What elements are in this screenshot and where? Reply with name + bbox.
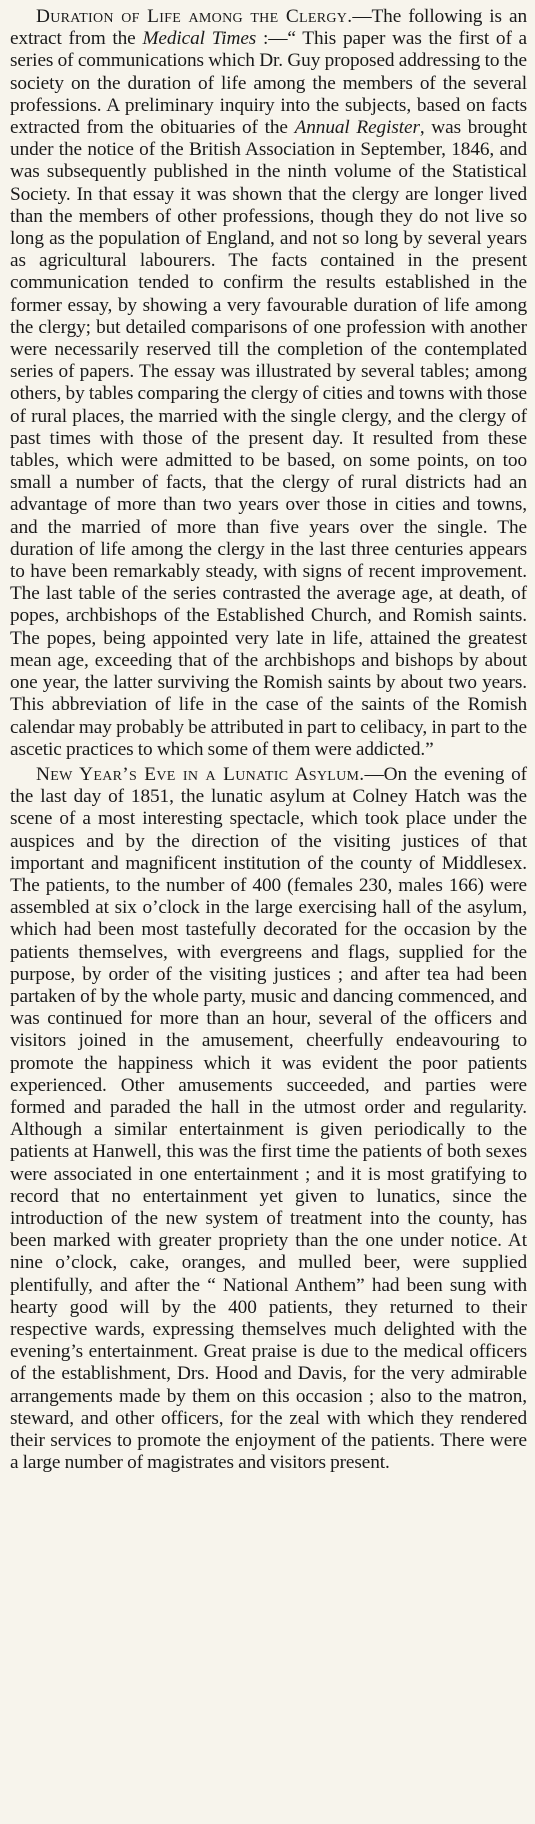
article-clergy-register: Annual Register xyxy=(294,117,420,139)
article-clergy-text xyxy=(10,6,527,761)
article-clergy-heading: Duration of Life among the Clergy. xyxy=(36,6,353,27)
article-asylum-text xyxy=(10,764,527,1475)
article-clergy-body-2: :—“ This paper was the first of a series of communications which Dr. Guy proposed addressing to the society on the duration of life among the members of the several professions. A preliminary inquiry into the subjects, based on facts extracted from the obituaries of the xyxy=(10,28,528,139)
article-asylum xyxy=(10,764,527,1475)
article-clergy-body-1: —The following is an extract from the xyxy=(10,6,527,50)
article-clergy xyxy=(10,6,527,761)
article-clergy-source: Medical Times xyxy=(142,28,257,50)
article-clergy-body-3: , was brought under the notice of the British Association in September, 1846, and was subsequently published in the ninth volume of the Statistical Society. In that essay it was shown that the clergy are longer lived than the members of other professions, though they do not live so long as the population of England, and not so long by several years as agricultural labourers. The facts contained in the present communication tended to confirm the results established in the former essay, by showing a very favourable duration of life among the clergy; but detailed comparisons of one profession with another were necessarily reserved till the completion of the contemplated series of papers. The essay was illustrated by several tables; among others, by tables comparing the clergy of cities and towns with those of rural places, the married with the single clergy, and the clergy of past times with those of the present day. It resulted from these tables, which were admitted to be based, on some points, on too small a number of facts, that the clergy of rural districts had an advantage of more than two years over those in cities and towns, and the married of more than five years over the single. The duration of life among the clergy in the last three centuries appears to have been remarkably steady, with signs of recent improvement. The last table of the series contrasted the average age, at death, of popes, archbishops of the Established Church, and Romish saints. The popes, being appointed very late in life, attained the greatest mean age, exceeding that of the archbishops and bishops by about one year, the latter surviving the Romish saints by about two years. This abbreviation of life in the case of the saints of the Romish calendar may probably be attributed in part to celibacy, in part to the ascetic practices to which some of them were addicted.” xyxy=(10,117,527,760)
article-asylum-heading: New Year’s Eve in a Lunatic Asylum. xyxy=(36,763,365,785)
article-asylum-body: —On the evening of the last day of 1851, the lunatic asylum at Colney Hatch was the scene of a most interesting spectacle, which took place under the auspices and by the direction of the visiting justices of that important and magnificent institution of the county of Middlesex. The patients, to the number of 400 (females 230, males 166) were assembled at six o’clock in the large exercising hall of the asylum, which had been most tastefully decorated for the occasion by the patients themselves, with evergreens and flags, supplied for the purpose, by order of the visiting justices ; and after tea had been partaken of by the whole party, music and dancing commenced, and was continued for more than an hour, several of the officers and visitors joined in the amusement, cheerfully endeavouring to promote the happiness which it was evident the poor patients experienced. Other amusements succeeded, and parties were formed and paraded the hall in the utmost order and regularity. Although a similar entertainment is given periodically to the patients at Hanwell, this was the first time the patients of both sexes were associated in one entertainment ; and it is most gratifying to record that no entertainment yet given to lunatics, since the introduction of the new system of treatment into the county, has been marked with greater propriety than the one under notice. At nine o’clock, cake, oranges, and mulled beer, were supplied plentifully, and after the “ National Anthem” had been sung with hearty good will by the 400 patients, they returned to their respective wards, expressing themselves much delighted with the evening’s entertainment. Great praise is due to the medical officers of the establishment, Drs. Hood and Davis, for the very admirable arrangements made by them on this occasion ; also to the matron, steward, and other officers, for the zeal with which they rendered their services to promote the enjoyment of the patients. There were a large number of magistrates and visitors present. xyxy=(10,763,527,1474)
